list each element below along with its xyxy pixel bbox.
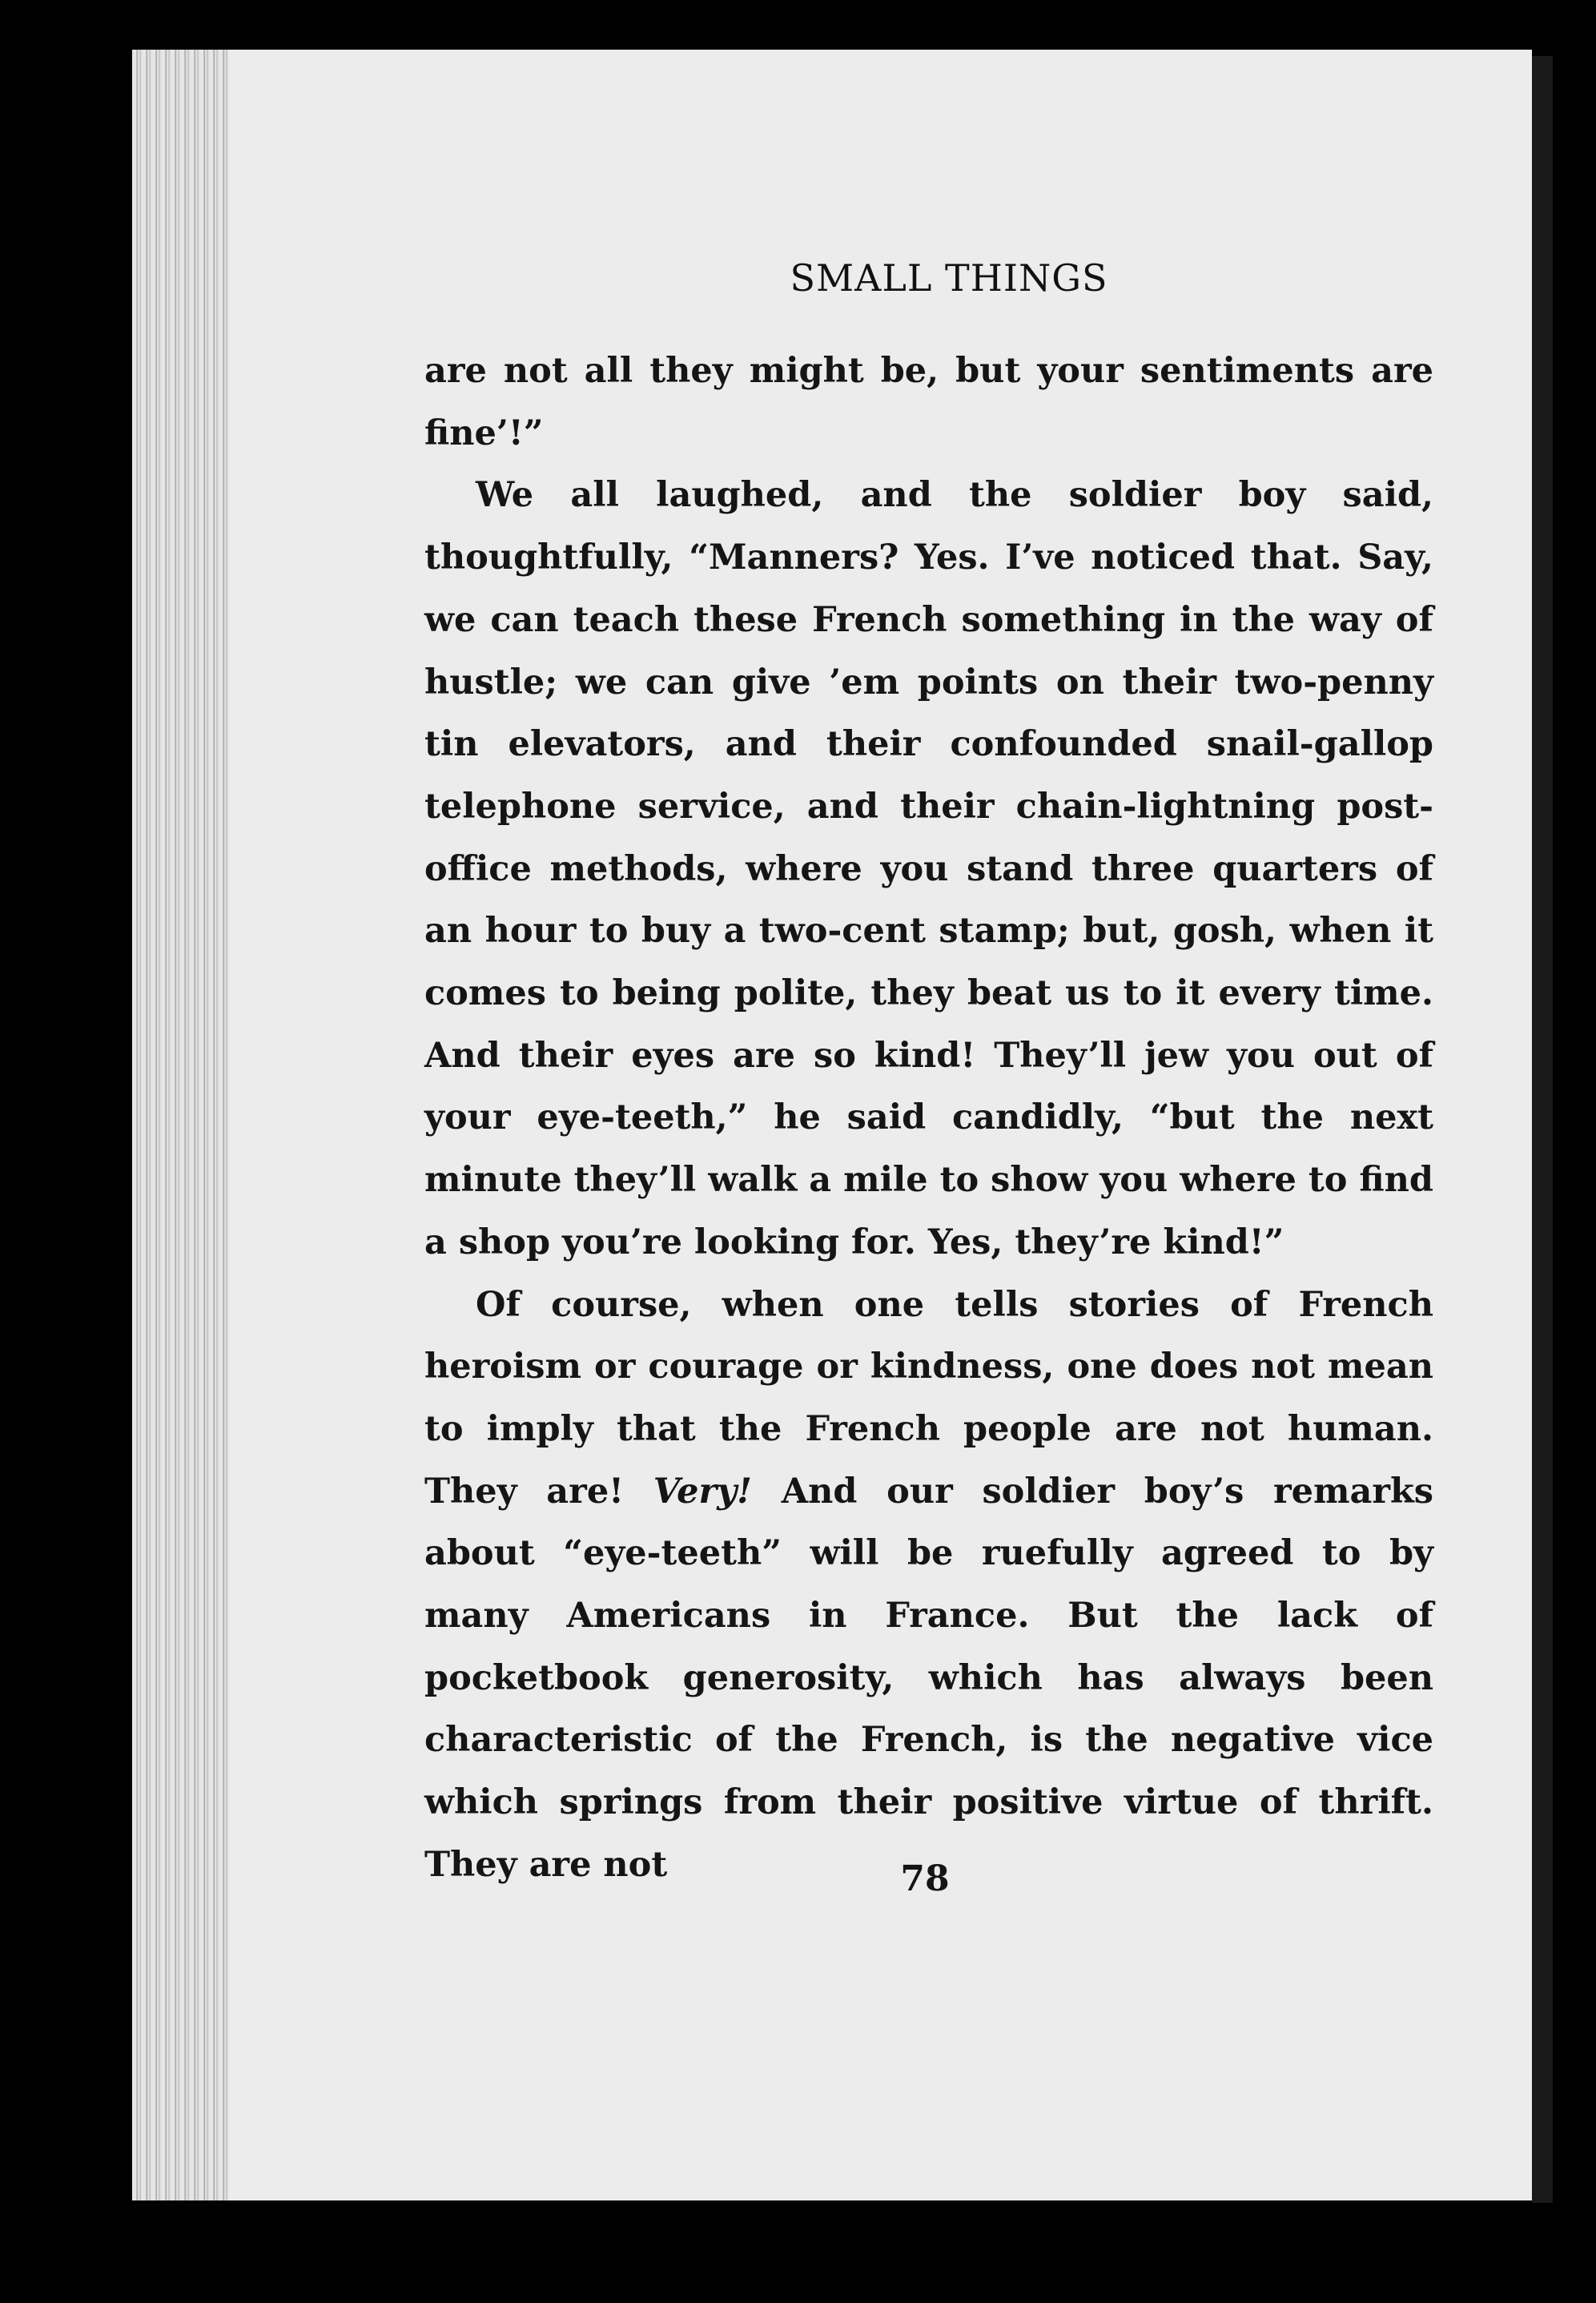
paragraph-1: are not all they might be, but your sentiments are fine’!” xyxy=(424,351,1433,453)
body-text xyxy=(424,340,1433,1897)
paragraph-3-end: And our soldier boy’s remarks about “eye-teeth” will be ruefully agreed to by many Americans in France. But the lack of pocketbook generosity, which has always been characteristic of the French, is the negative vice which springs from their positive virtue of thrift. They are not xyxy=(424,1471,1434,1885)
paragraph-3 xyxy=(424,1274,1433,1897)
running-head: SMALL THINGS xyxy=(790,256,1108,300)
paragraph-2: We all laughed, and the soldier boy said, thoughtfully, “Manners? Yes. I’ve noticed that. Say, we can teach these French something in the way of hustle; we can give ’em points on their two-penny tin elevators, and their confounded snail-gallop telephone service, and their chain-lightning post-office methods, where you stand three quarters of an hour to buy a two-cent stamp; but, gosh, when it comes to being polite, they beat us to it every time. And their eyes are so kind! They’ll jew you out of your eye-teeth,” he said candidly, “but the next minute they’ll walk a mile to show you where to find a shop you’re looking for. Yes, they’re kind!” xyxy=(424,475,1433,1262)
page-number: 78 xyxy=(900,1858,950,1899)
page-edges xyxy=(132,50,236,2200)
emphasis-very: Very! xyxy=(653,1471,753,1512)
paragraph-3-start: Of course, when one tells stories of French heroism or courage or kindness, one does not mean to imply that the French people are not human. They are! xyxy=(424,1284,1433,1512)
